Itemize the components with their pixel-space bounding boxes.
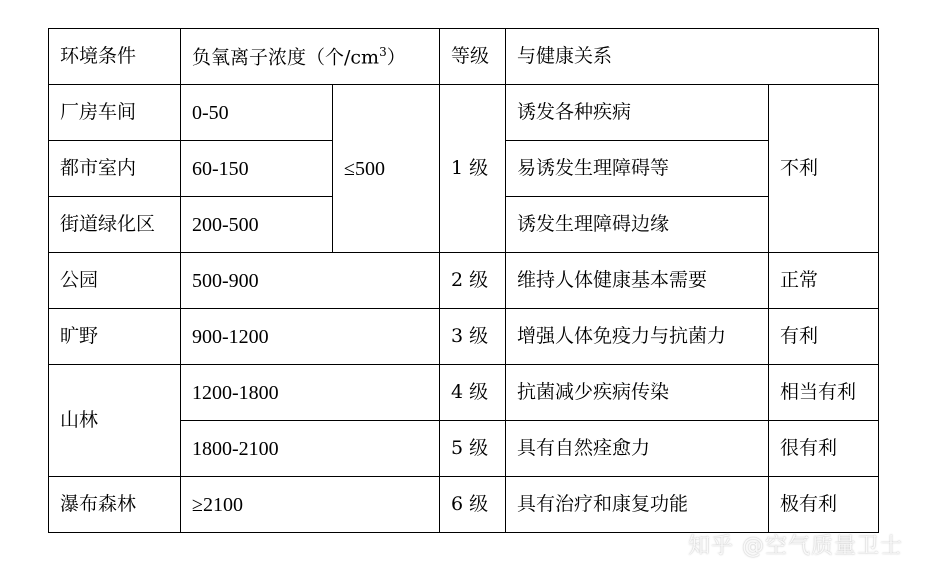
table-header-row [49,29,879,85]
cell-level: 5 级 [440,421,506,477]
cell-level: 2 级 [440,253,506,309]
header-concentration: 负氧离子浓度（个$/cm^3$） [181,29,440,85]
cell-level-group: 1 级 [440,85,506,253]
cell-assessment-group: 不利 [769,85,879,253]
cell-concentration: 1800-2100 [181,421,440,477]
cell-concentration: 60-150 [181,141,333,197]
cell-effect: 诱发各种疾病 [506,85,769,141]
cell-effect: 抗菌减少疾病传染 [506,365,769,421]
table-row [49,365,879,421]
cell-concentration: 0-50 [181,85,333,141]
cell-level: 6 级 [440,477,506,533]
cell-environment: 都市室内 [49,141,181,197]
cell-assessment: 极有利 [769,477,879,533]
header-health: 与健康关系 [506,29,879,85]
cell-level: 3 级 [440,309,506,365]
cell-environment: 旷野 [49,309,181,365]
cell-environment: 山林 [49,365,181,477]
cell-assessment: 有利 [769,309,879,365]
cell-concentration: 200-500 [181,197,333,253]
table-row [49,85,879,141]
cell-environment: 公园 [49,253,181,309]
cell-effect: 具有自然痊愈力 [506,421,769,477]
cell-environment: 街道绿化区 [49,197,181,253]
table-row [49,477,879,533]
cell-effect: 具有治疗和康复功能 [506,477,769,533]
cell-concentration: ≥2100 [181,477,440,533]
cell-assessment: 相当有利 [769,365,879,421]
cell-assessment: 正常 [769,253,879,309]
cell-assessment: 很有利 [769,421,879,477]
table-row [49,253,879,309]
cell-effect: 诱发生理障碍边缘 [506,197,769,253]
table-row [49,309,879,365]
cell-effect: 增强人体免疫力与抗菌力 [506,309,769,365]
ion-concentration-table [48,28,879,533]
cell-range-group: ≤500 [333,85,440,253]
cell-effect: 维持人体健康基本需要 [506,253,769,309]
cell-environment: 瀑布森林 [49,477,181,533]
cell-concentration: 900-1200 [181,309,440,365]
cell-level: 4 级 [440,365,506,421]
watermark: 知乎 @空气质量卫士 [688,534,903,559]
cell-effect: 易诱发生理障碍等 [506,141,769,197]
cell-concentration: 500-900 [181,253,440,309]
cell-concentration: 1200-1800 [181,365,440,421]
header-level: 等级 [440,29,506,85]
header-environment: 环境条件 [49,29,181,85]
cell-environment: 厂房车间 [49,85,181,141]
